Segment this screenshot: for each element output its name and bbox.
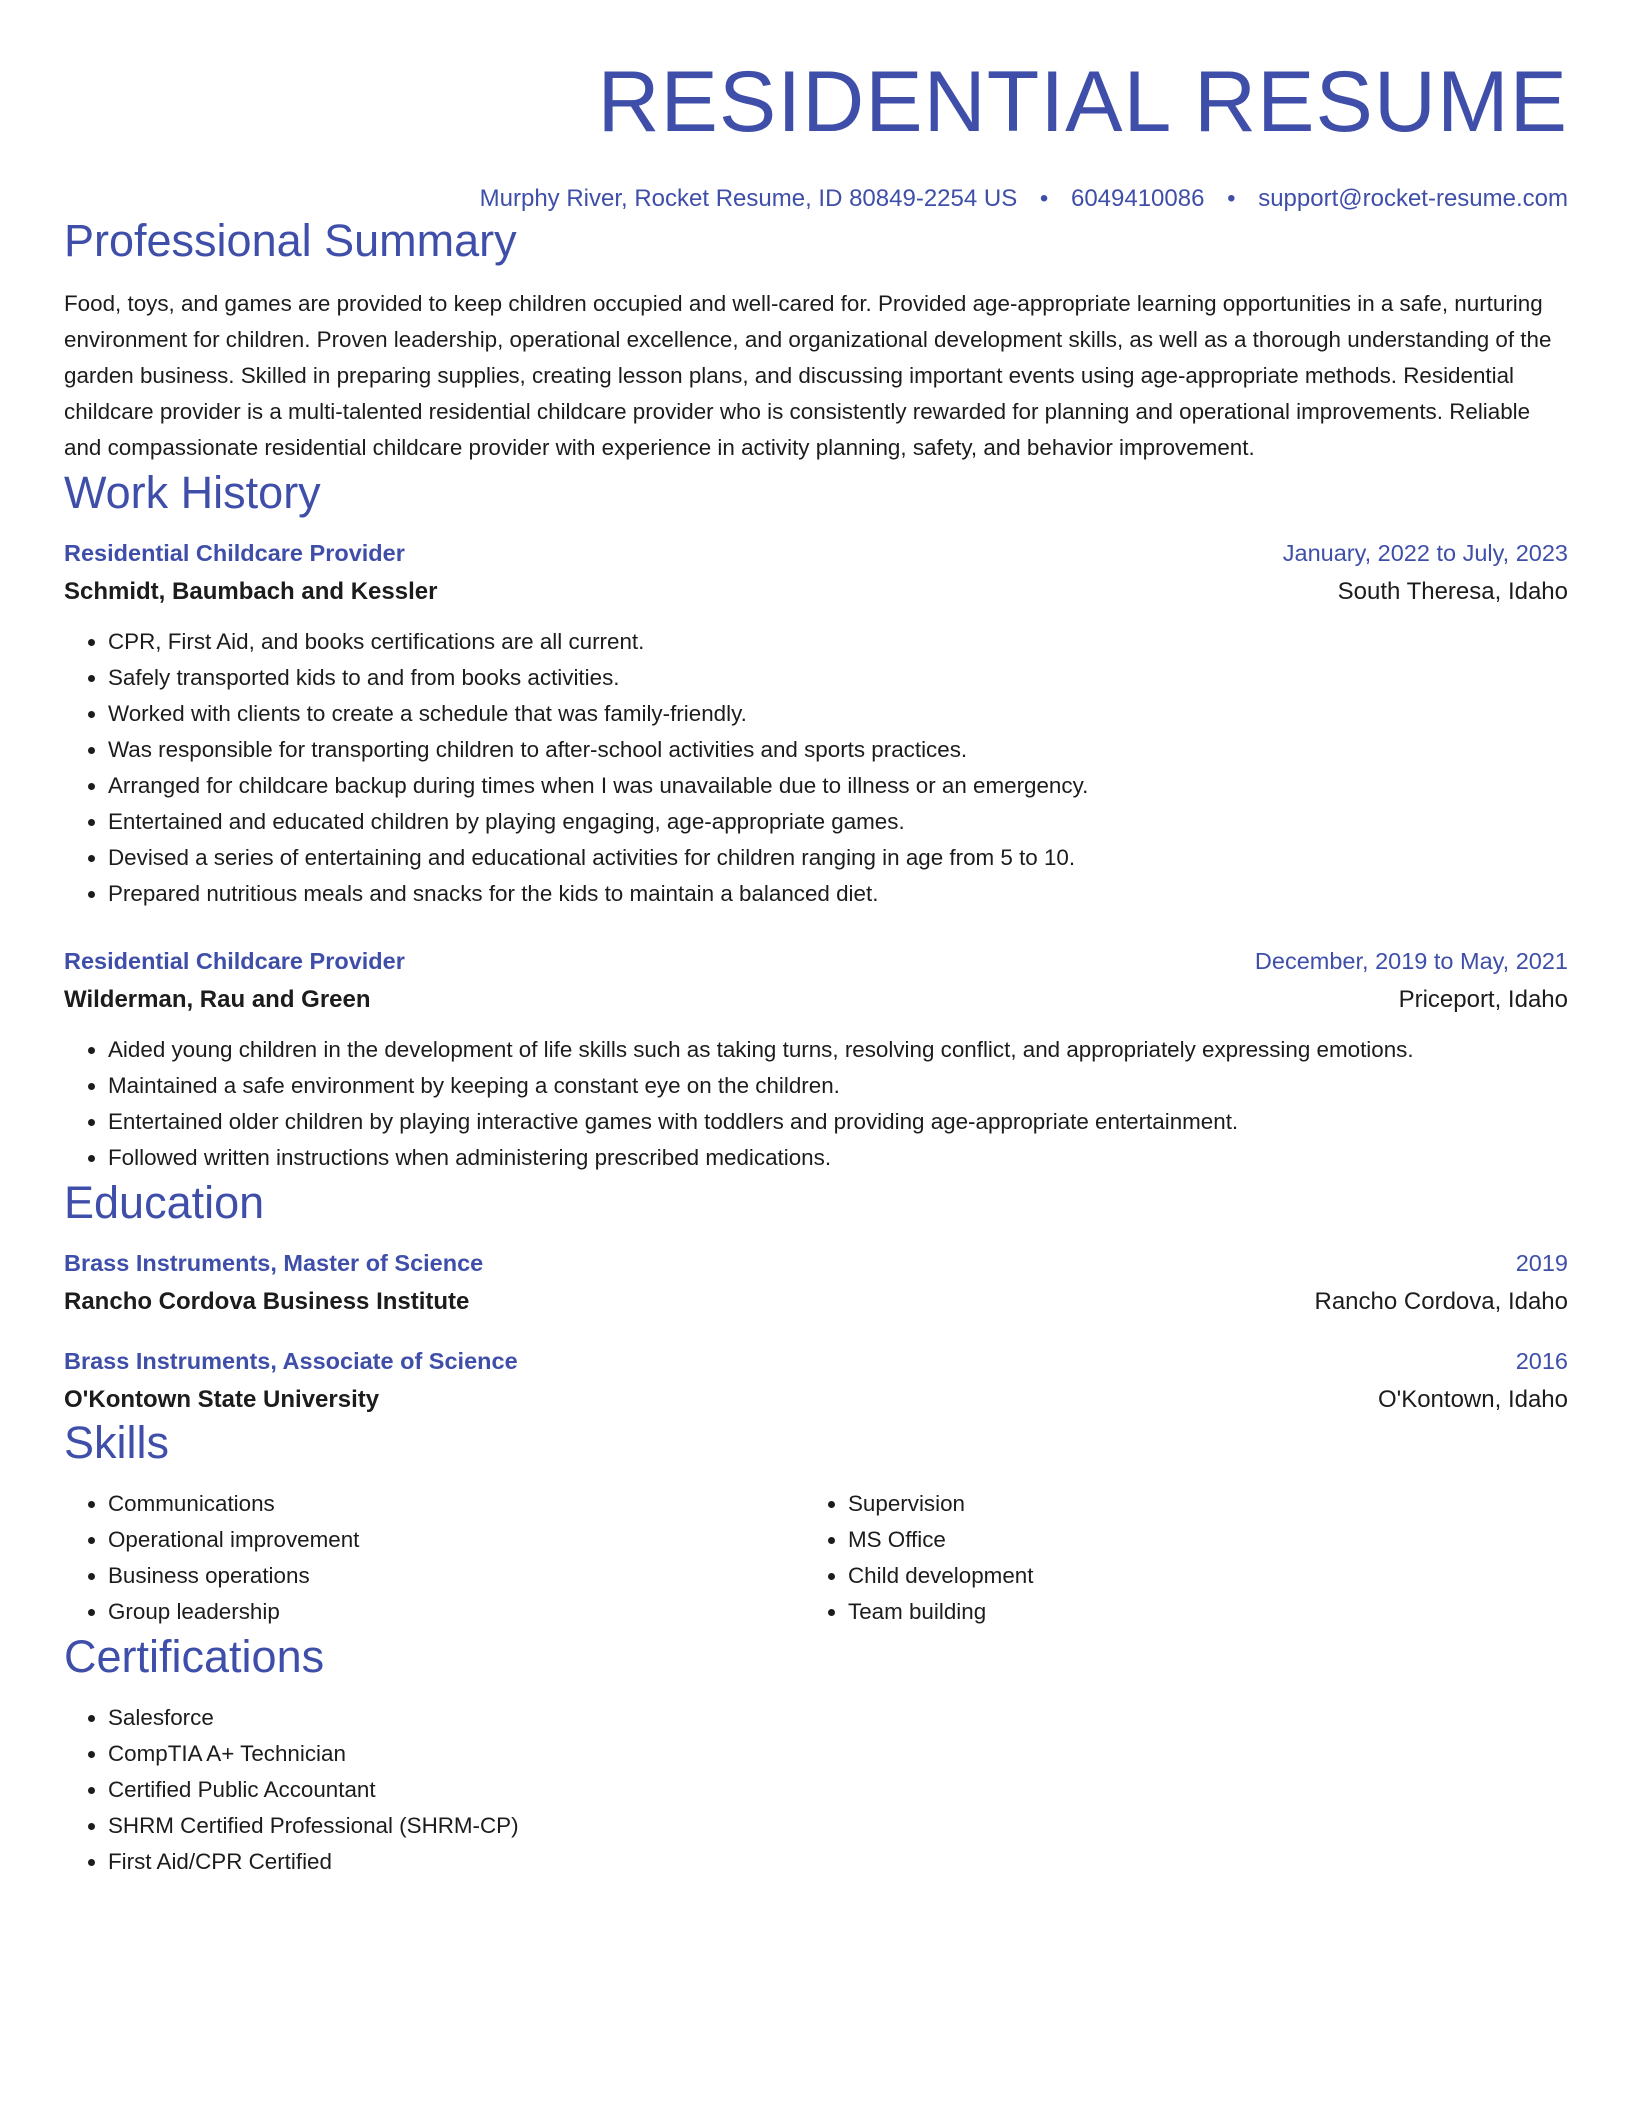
job-company: Schmidt, Baumbach and Kessler bbox=[64, 578, 438, 605]
job-location: South Theresa, Idaho bbox=[1337, 578, 1568, 605]
list-item: • Devised a series of entertaining and educational activities for children ranging in age from 5 to 10. bbox=[108, 840, 1568, 876]
list-item: • Maintained a safe environment by keeping a constant eye on the children. bbox=[108, 1068, 1568, 1104]
summary-heading: Professional Summary bbox=[64, 215, 517, 266]
job-company: Wilderman, Rau and Green bbox=[64, 986, 371, 1013]
list-item: • Team building bbox=[848, 1594, 1544, 1630]
list-item: • CompTIA A+ Technician bbox=[108, 1736, 1568, 1772]
list-item: • Safely transported kids to and from books activities. bbox=[108, 660, 1568, 696]
contact-email: support@rocket-resume.com bbox=[1258, 185, 1568, 212]
contact-line bbox=[64, 184, 1568, 214]
education-section bbox=[64, 1176, 1568, 1416]
job-location: Priceport, Idaho bbox=[1398, 986, 1568, 1013]
education-year: 2016 bbox=[1515, 1348, 1568, 1374]
education-location: O'Kontown, Idaho bbox=[1377, 1386, 1568, 1413]
list-item: • Worked with clients to create a schedule that was family-friendly. bbox=[108, 696, 1568, 732]
job-entry bbox=[64, 538, 1568, 912]
list-item: • Communications bbox=[108, 1486, 804, 1522]
certifications-list bbox=[64, 1700, 1568, 1880]
resume-title: RESIDENTIAL RESUME bbox=[597, 54, 1568, 150]
education-year: 2019 bbox=[1515, 1250, 1568, 1276]
work-history-section bbox=[64, 466, 1568, 1176]
job-role: Residential Childcare Provider bbox=[64, 540, 405, 566]
contact-separator: • bbox=[1039, 185, 1049, 212]
list-item: • SHRM Certified Professional (SHRM-CP) bbox=[108, 1808, 1568, 1844]
list-item: • Child development bbox=[848, 1558, 1544, 1594]
list-item: • Supervision bbox=[848, 1486, 1544, 1522]
list-item: • Prepared nutritious meals and snacks for the kids to maintain a balanced diet. bbox=[108, 876, 1568, 912]
job-dates: December, 2019 to May, 2021 bbox=[1254, 948, 1568, 974]
certifications-section bbox=[64, 1630, 1568, 1880]
education-entry bbox=[64, 1346, 1568, 1416]
education-school: Rancho Cordova Business Institute bbox=[64, 1288, 470, 1315]
education-heading: Education bbox=[64, 1177, 265, 1228]
contact-separator: • bbox=[1227, 185, 1236, 212]
list-item: • MS Office bbox=[848, 1522, 1544, 1558]
education-location: Rancho Cordova, Idaho bbox=[1314, 1288, 1568, 1315]
list-item: • Followed written instructions when administering prescribed medications. bbox=[108, 1140, 1568, 1176]
skills-list-right bbox=[804, 1486, 1544, 1630]
list-item: • Certified Public Accountant bbox=[108, 1772, 1568, 1808]
list-item: • Operational improvement bbox=[108, 1522, 804, 1558]
list-item: • CPR, First Aid, and books certifications are all current. bbox=[108, 624, 1568, 660]
list-item: • Was responsible for transporting children to after-school activities and sports practices. bbox=[108, 732, 1568, 768]
list-item: • Aided young children in the development of life skills such as taking turns, resolving conflict, and appropriately expressing emotions. bbox=[108, 1032, 1568, 1068]
job-entry bbox=[64, 946, 1568, 1176]
list-item: • Salesforce bbox=[108, 1700, 1568, 1736]
education-school: O'Kontown State University bbox=[64, 1386, 380, 1413]
skills-list-left bbox=[64, 1486, 804, 1630]
contact-phone: 6049410086 bbox=[1070, 185, 1205, 212]
list-item: • Business operations bbox=[108, 1558, 804, 1594]
job-role: Residential Childcare Provider bbox=[64, 948, 405, 974]
work-history-heading: Work History bbox=[64, 467, 321, 518]
list-item: • Entertained and educated children by playing engaging, age-appropriate games. bbox=[108, 804, 1568, 840]
summary-text: Food, toys, and games are provided to keep children occupied and well-cared for. Provided age-appropriate learning opportunities in a safe, nurturing environment for children. Proven leadership, operational excellence, and organizational development skills, as well as a thorough understanding of the garden business. Skilled in preparing supplies, creating lesson plans, and discussing important events using age-appropriate methods. Residential childcare provider is a multi-talented residential childcare provider who is consistently rewarded for planning and operational improvements. Reliable and compassionate residential childcare provider with experience in activity planning, safety, and behavior improvement. bbox=[64, 291, 1552, 460]
education-degree: Brass Instruments, Associate of Science bbox=[64, 1348, 518, 1374]
skills-heading: Skills bbox=[64, 1417, 170, 1468]
contact-address: Murphy River, Rocket Resume, ID 80849-2254 US bbox=[479, 185, 1018, 212]
skills-columns bbox=[64, 1486, 1568, 1630]
certifications-heading: Certifications bbox=[64, 1631, 325, 1682]
list-item: • First Aid/CPR Certified bbox=[108, 1844, 1568, 1880]
education-entry bbox=[64, 1248, 1568, 1318]
list-item: • Group leadership bbox=[108, 1594, 804, 1630]
job-bullets bbox=[64, 624, 1568, 912]
skills-section bbox=[64, 1416, 1568, 1630]
list-item: • Entertained older children by playing interactive games with toddlers and providing age-appropriate entertainment. bbox=[108, 1104, 1568, 1140]
education-degree: Brass Instruments, Master of Science bbox=[64, 1250, 484, 1276]
job-bullets bbox=[64, 1032, 1568, 1176]
summary-section bbox=[64, 214, 1568, 466]
list-item: • Arranged for childcare backup during times when I was unavailable due to illness or an emergency. bbox=[108, 768, 1568, 804]
job-dates: January, 2022 to July, 2023 bbox=[1282, 540, 1568, 566]
resume-header bbox=[64, 0, 1568, 214]
